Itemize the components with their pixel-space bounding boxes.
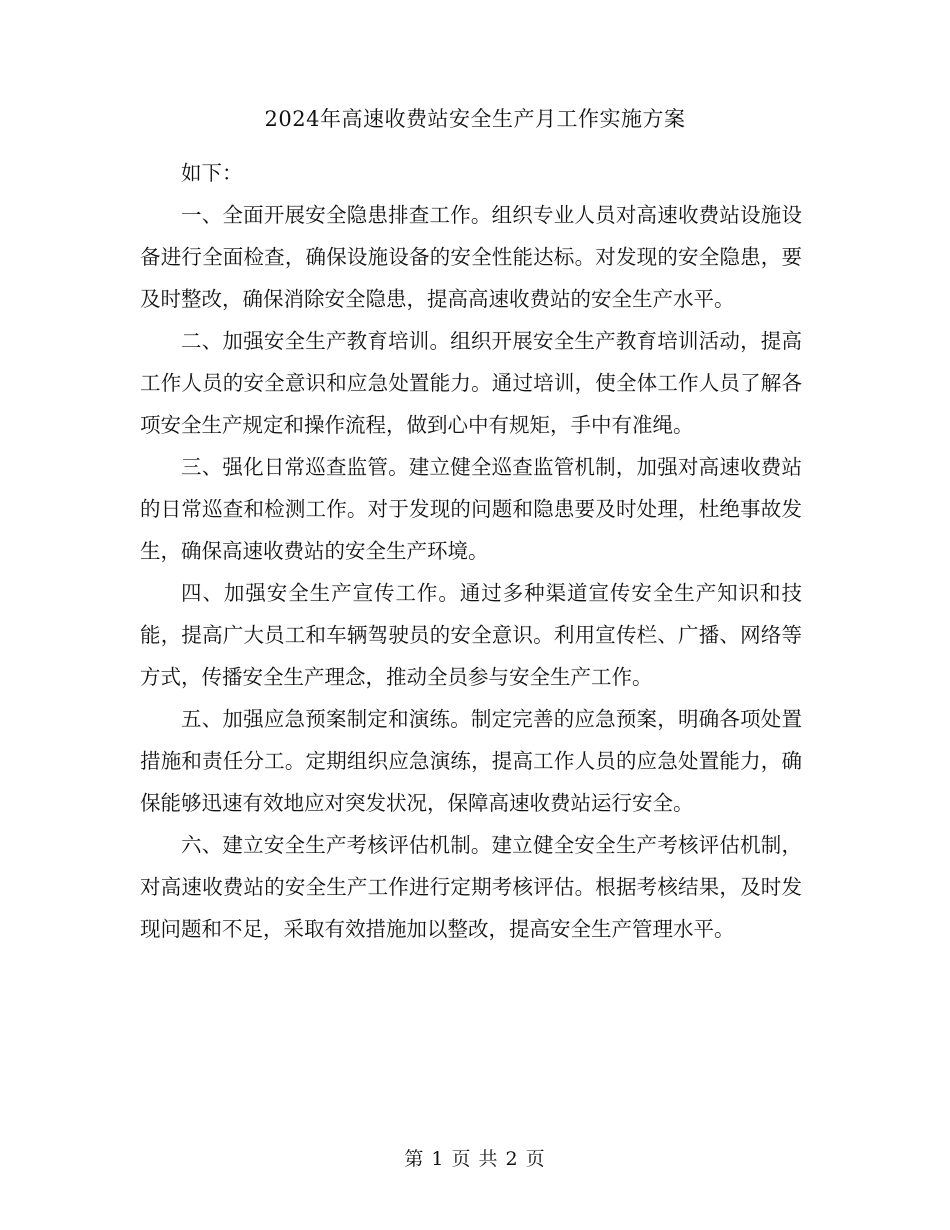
- paragraph-5: 五、加强应急预案制定和演练。制定完善的应急预案，明确各项处置措施和责任分工。定期组织应急演练，提高工作人员的应急处置能力，确保能够迅速有效地应对突发状况，保障高速收费站运行安全。: [140, 707, 802, 815]
- paragraph-2: 二、加强安全生产教育培训。组织开展安全生产教育培训活动，提高工作人员的安全意识和应急处置能力。通过培训，使全体工作人员了解各项安全生产规定和操作流程，做到心中有规矩，手中有准绳。: [140, 329, 802, 437]
- document-body: [140, 152, 802, 950]
- paragraph-6: 六、建立安全生产考核评估机制。建立健全安全生产考核评估机制，对高速收费站的安全生产工作进行定期考核评估。根据考核结果，及时发现问题和不足，采取有效措施加以整改，提高安全生产管理水平。: [140, 833, 802, 941]
- paragraph-4: 四、加强安全生产宣传工作。通过多种渠道宣传安全生产知识和技能，提高广大员工和车辆驾驶员的安全意识。利用宣传栏、广播、网络等方式，传播安全生产理念，推动全员参与安全生产工作。: [140, 581, 802, 689]
- page-number-footer: 第 1 页 共 2 页: [404, 1148, 546, 1170]
- paragraph-3: 三、强化日常巡查监管。建立健全巡查监管机制，加强对高速收费站的日常巡查和检测工作。对于发现的问题和隐患要及时处理，杜绝事故发生，确保高速收费站的安全生产环境。: [140, 455, 802, 563]
- document-title: 2024年高速收费站安全生产月工作实施方案: [264, 107, 686, 131]
- paragraph-1: 一、全面开展安全隐患排查工作。组织专业人员对高速收费站设施设备进行全面检查，确保设施设备的安全性能达标。对发现的安全隐患，要及时整改，确保消除安全隐患，提高高速收费站的安全生产水平。: [140, 203, 802, 311]
- intro-paragraph: 如下：: [181, 161, 243, 185]
